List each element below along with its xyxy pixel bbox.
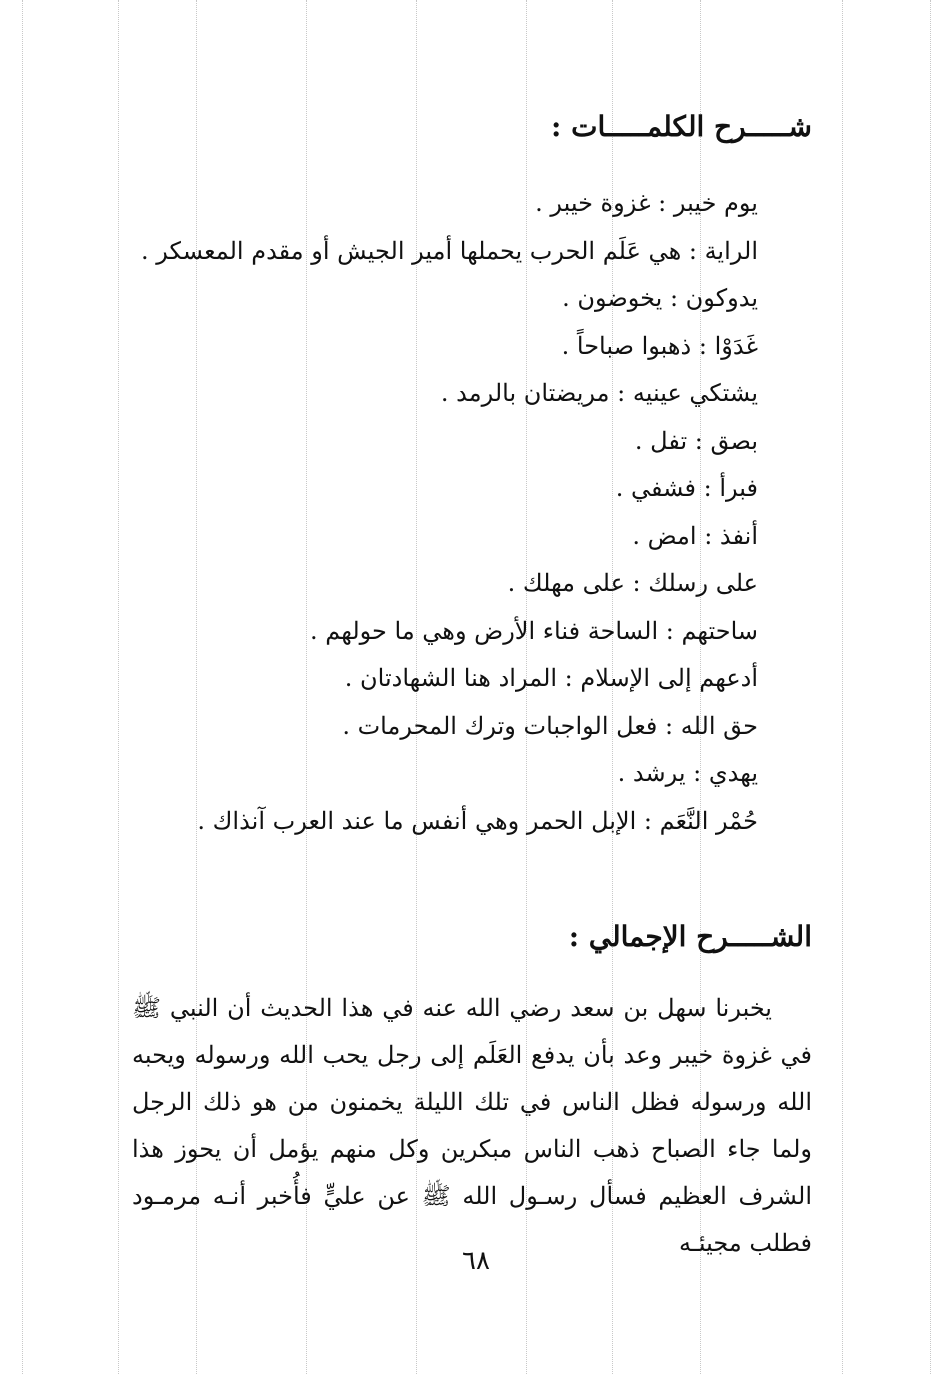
- term-item: يهدي : يرشد .: [617, 759, 758, 787]
- term-item: أنفذ : امض .: [632, 521, 758, 550]
- section-heading-word-explanation: شـــــرح الكلمـــــات :: [551, 110, 812, 143]
- term-item: فبرأ : فشفي .: [615, 474, 758, 502]
- term-item: الراية : هي عَلَم الحرب يحملها أمير الجيش أو مقدم المعسكر .: [140, 236, 758, 265]
- scan-guide-line: [930, 0, 931, 1374]
- scan-guide-line: [118, 0, 119, 1374]
- summary-paragraph: يخبرنا سهل بن سعد رضي الله عنه في هذا الحديث أن النبي ﷺ في غزوة خيبر وعد بأن يدفع العَلَم إلى رجل يحب الله ورسوله ويحبه الله ورسوله فظل الناس في تلك الليلة يخمنون من هو ذلك الرجل ولما جاء الصباح ذهب الناس مبكرين وكل منهم يؤمل أن يحوز هذا الشرف العظيم فسأل رسـول الله ﷺ عن عليٍّ فأُخبر أنـه مرمـود فطلب مجيئـه: [132, 994, 812, 1257]
- term-item: بصق : تفل .: [634, 426, 758, 455]
- scan-guide-line: [22, 0, 23, 1374]
- term-list: [138, 180, 758, 845]
- term-item: غَدَوْا : ذهبوا صباحاً .: [561, 331, 758, 360]
- term-item: حق الله : فعل الواجبات وترك المحرمات .: [342, 711, 758, 740]
- scan-guide-line: [842, 0, 843, 1374]
- section-heading-summary: الشـــــرح الإجمالي :: [568, 920, 812, 953]
- term-item: ساحتهم : الساحة فناء الأرض وهي ما حولهم .: [310, 616, 758, 645]
- term-item: أدعهم إلى الإسلام : المراد هنا الشهادتان .: [344, 664, 758, 692]
- term-item: يوم خيبر : غزوة خيبر .: [535, 189, 758, 217]
- term-item: يدوكون : يخوضون .: [562, 284, 758, 312]
- page-number: ٦٨: [462, 1246, 490, 1276]
- term-item: يشتكي عينيه : مريضتان بالرمد .: [440, 379, 758, 407]
- term-item: حُمْر النَّعَم : الإبل الحمر وهي أنفس ما عند العرب آنذاك .: [197, 806, 758, 835]
- term-item: على رسلك : على مهلك .: [507, 569, 758, 597]
